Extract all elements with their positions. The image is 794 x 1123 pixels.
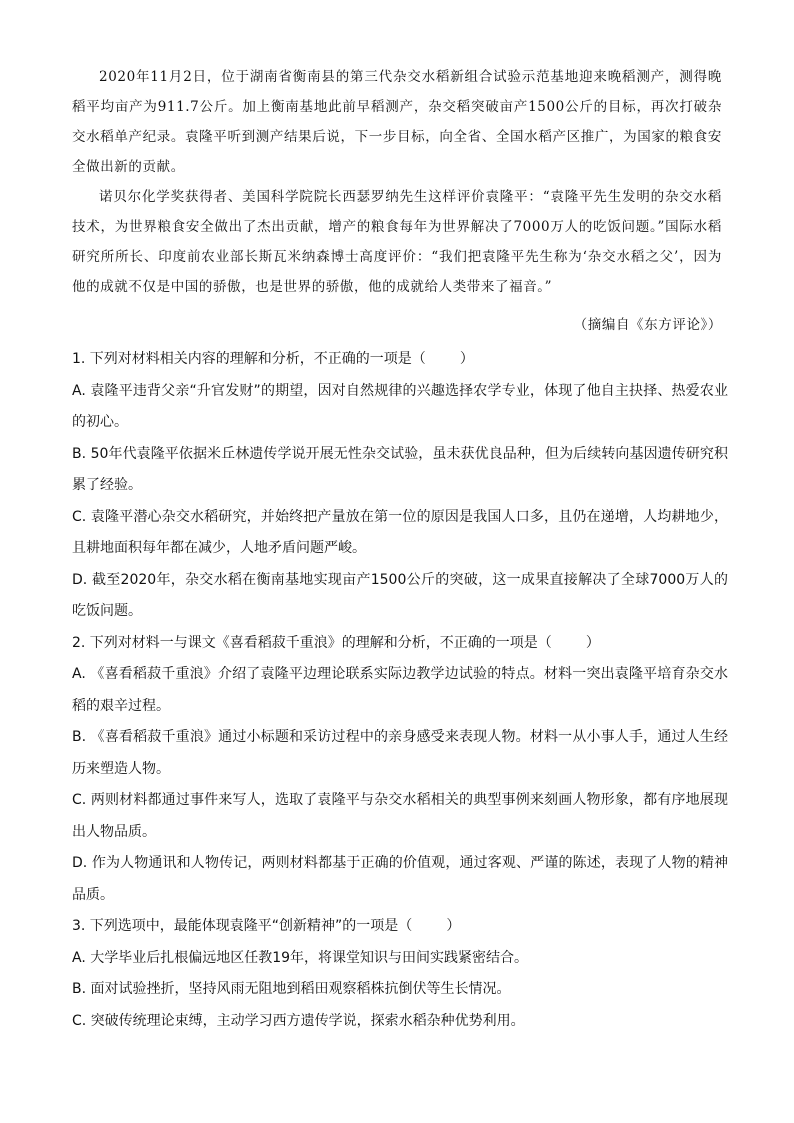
- question-2-option-a: A. 《喜看稻菽千重浪》介绍了袁隆平边理论联系实际边教学边试验的特点。材料一突出袁隆平培育杂交水稻的艰辛过程。: [72, 666, 728, 714]
- question-2-option-b: B. 《喜看稻菽千重浪》通过小标题和采访过程中的亲身感受来表现人物。材料一从小事人手，通过人生经历来塑造人物。: [72, 729, 728, 777]
- question-3: [72, 911, 728, 1037]
- reading-material: [72, 62, 722, 302]
- question-1-option-a: A. 袁隆平违背父亲“升官发财”的期望，因对自然规律的兴趣选择农学专业，体现了他自主抉择、热爱农业的初心。: [72, 382, 728, 430]
- question-3-stem-text: 3. 下列选项中，最能体现袁隆平“创新精神”的一项是（: [72, 918, 413, 934]
- question-1-stem-close: ）: [459, 351, 474, 367]
- question-1-option-c: C. 袁隆平潜心杂交水稻研究，并始终把产量放在第一位的原因是我国人口多，且仍在递增，人均耕地少，且耕地面积每年都在减少，人地矛盾问题严峻。: [72, 508, 728, 556]
- question-2-option-d: D. 作为人物通讯和人物传记，两则材料都基于正确的价值观，通过客观、严谨的陈述，表现了人物的精神品质。: [72, 855, 728, 903]
- question-list: [72, 344, 728, 1037]
- question-1: [72, 344, 728, 628]
- material-source: （摘编自《东方评论》）: [573, 317, 722, 333]
- question-3-option-c: C. 突破传统理论束缚，主动学习西方遗传学说，探索水稻杂种优势利用。: [72, 1012, 525, 1029]
- question-2-option-c: C. 两则材料都通过事件来写人，选取了袁隆平与杂交水稻相关的典型事例来刻画人物形象，都有序地展现出人物品质。: [72, 792, 728, 840]
- question-3-stem-close: ）: [446, 918, 461, 934]
- question-2-stem-close: ）: [585, 634, 600, 651]
- question-3-stem: [72, 911, 728, 943]
- material-paragraph-2: 诺贝尔化学奖获得者、美国科学院院长西瑟罗纳先生这样评价袁隆平：“袁隆平先生发明的杂交水稻技术，为世界粮食安全做出了杰出贡献，增产的粮食每年为世界解决了7000万人的吃饭问题。”国际水稻研究所所长、印度前农业部长斯瓦米纳森博士高度评价：“我们把袁隆平先生称为‘杂交水稻之父’，因为他的成就不仅是中国的骄傲，也是世界的骄傲，他的成就给人类带来了福音。”: [72, 189, 722, 295]
- question-3-option-b: B. 面对试验挫折，坚持风雨无阻地到稻田观察稻株抗倒伏等生长情况。: [72, 981, 511, 997]
- material-paragraph-1: 2020年11月2日，位于湖南省衡南县的第三代杂交水稻新组合试验示范基地迎来晚稻测产，测得晚稻平均亩产为911.7公斤。加上衡南基地此前早稻测产，杂交稻突破亩产1500公斤的目标，再次打破杂交水稻单产纪录。袁隆平听到测产结果后说，下一步目标，向全省、全国水稻产区推广，为国家的粮食安全做出新的贡献。: [72, 69, 722, 175]
- question-3-option-a: A. 大学毕业后扎根偏远地区任教19年，将课堂知识与田间实践紧密结合。: [72, 949, 529, 966]
- question-1-stem-text: 1. 下列对材料相关内容的理解和分析，不正确的一项是（: [72, 351, 426, 367]
- question-1-option-b: B. 50年代袁隆平依据米丘林遗传学说开展无性杂交试验，虽未获优良品种，但为后续转向基因遗传研究积累了经验。: [72, 445, 728, 493]
- question-2-stem-text: 2. 下列对材料一与课文《喜看稻菽千重浪》的理解和分析，不正确的一项是（: [72, 634, 552, 651]
- question-1-stem: [72, 344, 728, 376]
- question-2-stem: [72, 628, 728, 660]
- question-1-option-d: D. 截至2020年，杂交水稻在衡南基地实现亩产1500公斤的突破，这一成果直接解决了全球7000万人的吃饭问题。: [72, 571, 728, 619]
- question-2: [72, 628, 728, 912]
